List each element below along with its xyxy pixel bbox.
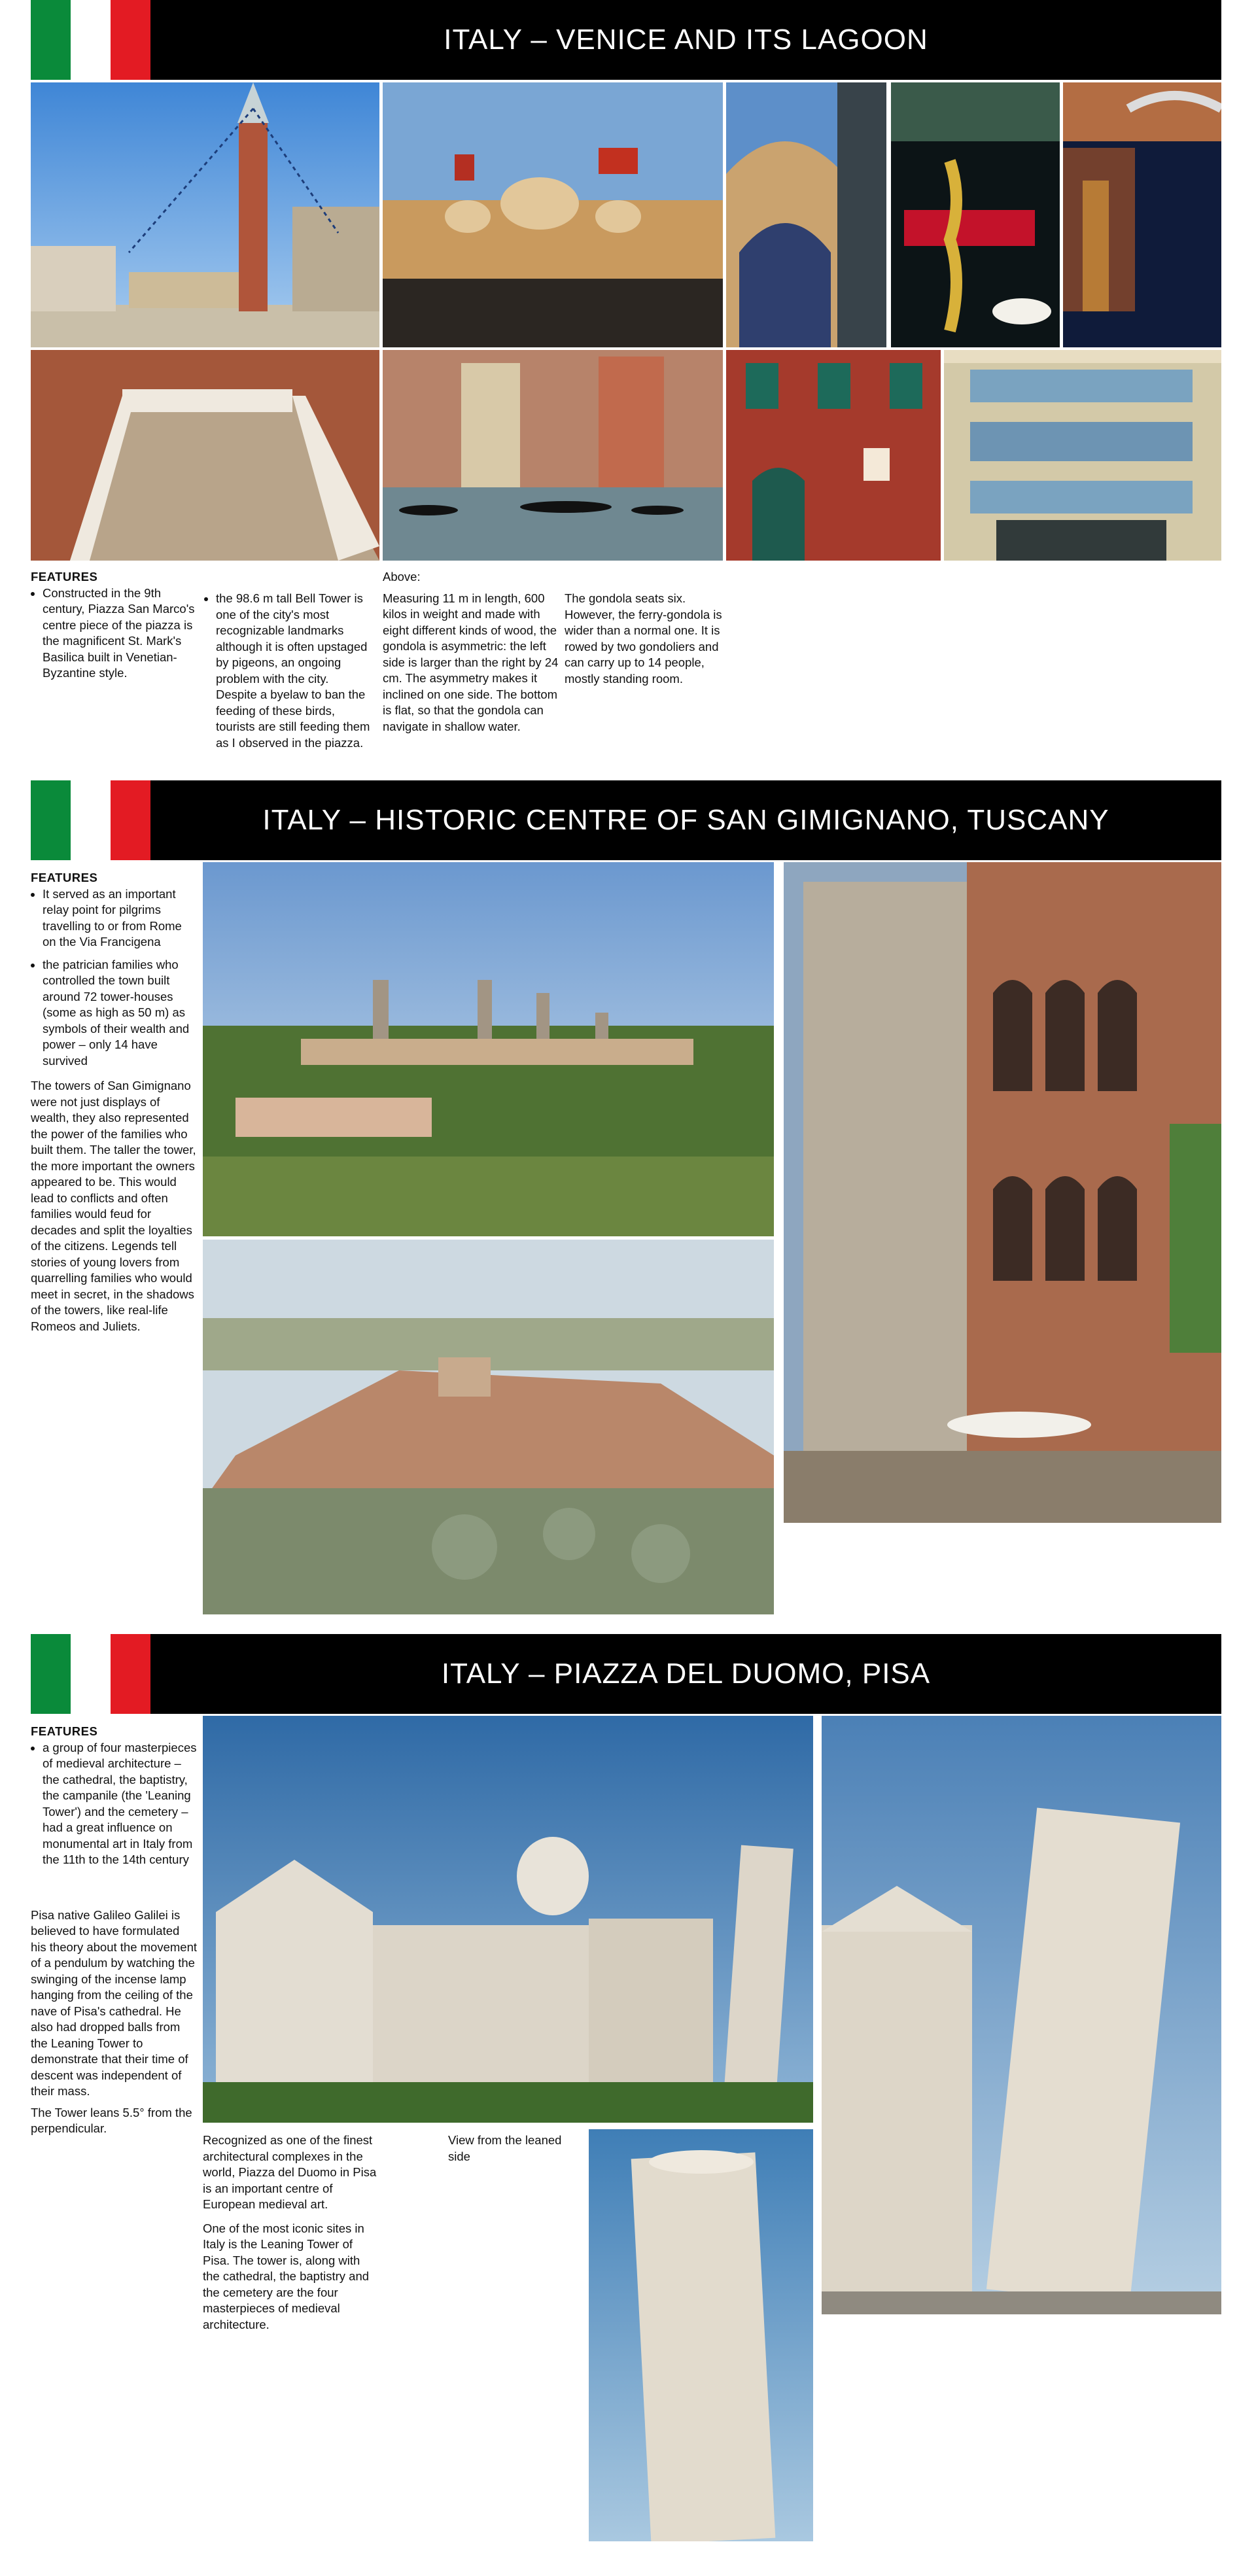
venice-features-col1	[31, 569, 198, 688]
photo-tower-leaned-side	[589, 2129, 813, 2541]
pisa-caption-col	[203, 2132, 379, 2333]
photo-gondola-ornament	[891, 82, 1060, 347]
venice-seats-col	[565, 591, 735, 687]
photo-red-facade	[726, 350, 941, 561]
venice-above-label: Above:	[383, 570, 421, 583]
pisa-lean-text: The Tower leans 5.5° from the perpendicular.	[31, 2105, 192, 2135]
pisa-title: ITALY – PIAZZA DEL DUOMO, PISA	[441, 1658, 931, 1690]
photo-medieval-street	[784, 862, 1221, 1523]
pisa-iconic-text: One of the most iconic sites in Italy is the Leaning Tower of Pisa. The tower is, along with the cathedral, the baptistry and the cemetery are the four masterpieces of medieval architecture.	[203, 2221, 370, 2331]
san-gimignano-features-heading: FEATURES	[31, 871, 98, 884]
italian-flag-icon	[31, 1634, 150, 1714]
san-gimignano-towers-text: The towers of San Gimignano were not just displays of wealth, they also represented the power of the families who built them. The taller the tower, the more important the owners appeared to be. This would lead to conflicts and often families would feud for decades and split the loyalties of the citizens. Legends tell stories of young lovers from quarrelling families who would meet in secret, in the shadows of the towers, like real-life Romeos and Juliets.	[31, 1079, 196, 1333]
photo-leaning-tower-baptistry	[822, 1716, 1221, 2314]
pisa-features-heading: FEATURES	[31, 1724, 98, 1738]
photo-aerial-piazza	[31, 350, 379, 561]
san-gimignano-title: ITALY – HISTORIC CENTRE OF SAN GIMIGNANO, TUSCANY	[262, 804, 1109, 836]
venice-seats-text: The gondola seats six. However, the ferry-gondola is wider than a normal one. It is rowed by two gondoliers and can carry up to 14 people, mostly standing room.	[565, 591, 722, 686]
pisa-leaned-caption	[448, 2132, 585, 2165]
san-gimignano-text-col	[31, 870, 198, 1334]
photo-pisa-cathedral	[203, 1716, 813, 2123]
san-gimignano-banner	[31, 780, 1221, 860]
pisa-banner	[31, 1634, 1221, 1714]
pisa-galileo-text: Pisa native Galileo Galilei is believed to have formulated his theory about the movement of a pendulum by watching the swinging of the incense lamp hanging from the ceiling of the nave of Pisa's cathedral. He also had dropped balls from the Leaning Tower to demonstrate that their time of descent was independent of their mass.	[31, 1907, 198, 2098]
venice-gondola-text: Measuring 11 m in length, 600 kilos in weight and made with eight different kinds of wood, the gondola is asymmetric: the left side is larger than the right by 24 cm. The asymmetry makes it inclined on one side. The bottom is flat, so that the gondola can navigate in shallow water.	[383, 591, 559, 733]
photo-grand-canal	[383, 350, 723, 561]
venice-features-heading: FEATURES	[31, 570, 98, 583]
pisa-recognized-text: Recognized as one of the finest architectural complexes in the world, Piazza del Duomo in Pisa is an important centre of European medieval art.	[203, 2133, 377, 2211]
san-gimignano-bullet-2: • the patrician families who controlled the town built around 72 tower-houses (some as high as 50 m) as symbols of their wealth and power – only 14 have survived	[43, 957, 198, 1070]
italian-flag-icon	[31, 780, 150, 860]
venice-bullet-1: • Constructed in the 9th century, Piazza San Marco's centre piece of the piazza is the magnificent St. Mark's Basilica built in Venetian-Byzantine style.	[43, 585, 198, 682]
pisa-bullet-1: • a group of four masterpieces of medieval architecture – the cathedral, the baptistry, the campanile (the 'Leaning Tower') and the cemetery – had a great influence on monumental art in Italy from the 11th to the 14th century	[43, 1740, 198, 1868]
photo-st-marks-basilica	[383, 82, 723, 347]
photo-basilica-detail	[726, 82, 886, 347]
venice-gondola-col	[383, 569, 559, 735]
italian-flag-icon	[31, 0, 150, 80]
san-gimignano-bullet-1: • It served as an important relay point for pilgrims travelling to or from Rome on the Via Francigena	[43, 886, 198, 950]
venice-features-col2	[204, 591, 371, 757]
pisa-text-col	[31, 1724, 198, 2137]
venice-banner	[31, 0, 1221, 80]
pisa-caption-leaned: View from the leaned side	[448, 2133, 562, 2163]
photo-piazza-san-marco	[31, 82, 379, 347]
photo-rooftops	[203, 1240, 774, 1614]
venice-title: ITALY – VENICE AND ITS LAGOON	[444, 24, 928, 56]
photo-ornate-palazzo	[944, 350, 1221, 561]
venice-bullet-2: • the 98.6 m tall Bell Tower is one of the city's most recognizable landmarks although it is often upstaged by pigeons, an ongoing problem with the city. Despite a byelaw to ban the feeding of these birds, tourists are still feeding them as I observed in the piazza.	[216, 591, 371, 751]
photo-towers-skyline	[203, 862, 774, 1236]
photo-canal-reflection	[1063, 82, 1221, 347]
